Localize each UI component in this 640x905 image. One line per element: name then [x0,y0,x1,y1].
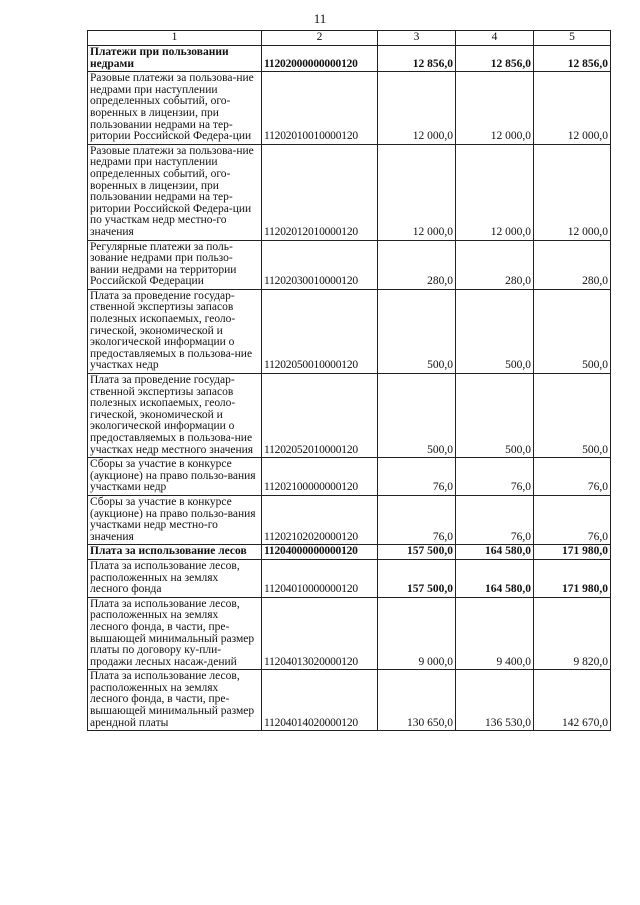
row-value-year1: 157 500,0 [378,545,456,560]
row-code-cell: 11202100000000120 [262,458,378,496]
row-code-cell: 11204013020000120 [262,597,378,670]
row-value-year2: 280,0 [456,240,534,289]
row-value-year3: 500,0 [534,374,611,458]
row-value-year3: 500,0 [534,289,611,373]
row-value-year2: 76,0 [456,495,534,544]
table-row [88,458,611,496]
column-header: 2 [262,31,378,46]
table-row [88,240,611,289]
row-code-cell: 11202102020000120 [262,495,378,544]
row-value-year3: 171 980,0 [534,545,611,560]
row-code-cell: 11204000000000120 [262,545,378,560]
row-name-cell: Плата за проведение государ-ственной экспертизы запасов полезных ископаемых, геоло-гической, экономической и экологической информации о предоставляемых в пользова-ние участках недр местного значения [88,374,262,458]
row-name-cell: Платежи при пользовании недрами [88,46,262,72]
table-row [88,72,611,145]
row-code-cell: 11204014020000120 [262,670,378,731]
row-value-year3: 12 000,0 [534,72,611,145]
row-value-year3: 142 670,0 [534,670,611,731]
row-code-cell: 11202012010000120 [262,144,378,240]
row-value-year3: 12 000,0 [534,144,611,240]
row-value-year2: 164 580,0 [456,559,534,597]
row-name-cell: Плата за использование лесов, расположенных на землях лесного фонда, в части, пре-вышающей минимальный размер платы по договору ку-пли-продажи лесных насаж-дений [88,597,262,670]
row-value-year3: 76,0 [534,495,611,544]
row-name-cell: Плата за использование лесов [88,545,262,560]
table-row [88,374,611,458]
row-name-cell: Разовые платежи за пользова-ние недрами при наступлении определенных событий, ого-воренных в лицензии, при пользовании недрами на тер-ритории Российской Федера-ции по участкам недр местно-го значения [88,144,262,240]
row-value-year1: 12 000,0 [378,72,456,145]
row-value-year2: 164 580,0 [456,545,534,560]
row-name-cell: Плата за использование лесов, расположенных на землях лесного фонда, в части, пре-вышающей минимальный размер арендной платы [88,670,262,731]
row-value-year3: 76,0 [534,458,611,496]
column-header: 3 [378,31,456,46]
row-value-year1: 76,0 [378,458,456,496]
row-value-year2: 9 400,0 [456,597,534,670]
table-row [88,144,611,240]
row-name-cell: Сборы за участие в конкурсе (аукционе) на право пользо-вания участками недр местно-го значения [88,495,262,544]
row-value-year1: 76,0 [378,495,456,544]
row-code-cell: 11202052010000120 [262,374,378,458]
table-row [88,597,611,670]
row-value-year3: 12 856,0 [534,46,611,72]
row-value-year3: 9 820,0 [534,597,611,670]
table-row [88,495,611,544]
row-value-year3: 280,0 [534,240,611,289]
row-value-year1: 500,0 [378,289,456,373]
row-value-year1: 9 000,0 [378,597,456,670]
budget-table [87,30,611,731]
column-header: 4 [456,31,534,46]
column-header: 1 [88,31,262,46]
row-value-year1: 157 500,0 [378,559,456,597]
table-header-row [88,31,611,46]
row-value-year2: 12 000,0 [456,144,534,240]
row-value-year2: 76,0 [456,458,534,496]
table-row [88,46,611,72]
row-code-cell: 11202010010000120 [262,72,378,145]
row-code-cell: 11204010000000120 [262,559,378,597]
row-value-year2: 12 000,0 [456,72,534,145]
page-number: 11 [313,11,327,26]
row-code-cell: 11202000000000120 [262,46,378,72]
table-row [88,670,611,731]
row-value-year3: 171 980,0 [534,559,611,597]
row-value-year1: 12 000,0 [378,144,456,240]
row-name-cell: Разовые платежи за пользова-ние недрами при наступлении определенных событий, ого-воренных в лицензии, при пользовании недрами на тер-ритории Российской Федера-ции [88,72,262,145]
column-header: 5 [534,31,611,46]
row-value-year2: 12 856,0 [456,46,534,72]
table-row [88,289,611,373]
row-value-year2: 136 530,0 [456,670,534,731]
row-value-year1: 500,0 [378,374,456,458]
row-value-year2: 500,0 [456,374,534,458]
row-name-cell: Плата за использование лесов, расположенных на землях лесного фонда [88,559,262,597]
row-code-cell: 11202050010000120 [262,289,378,373]
table-row [88,545,611,560]
row-name-cell: Плата за проведение государ-ственной экспертизы запасов полезных ископаемых, геоло-гической, экономической и экологической информации о предоставляемых в пользова-ние участках недр [88,289,262,373]
row-value-year2: 500,0 [456,289,534,373]
row-code-cell: 11202030010000120 [262,240,378,289]
table-row [88,559,611,597]
row-value-year1: 280,0 [378,240,456,289]
row-value-year1: 130 650,0 [378,670,456,731]
row-name-cell: Регулярные платежи за поль-зование недрами при пользо-вании недрами на территории Российской Федерации [88,240,262,289]
row-value-year1: 12 856,0 [378,46,456,72]
row-name-cell: Сборы за участие в конкурсе (аукционе) на право пользо-вания участками недр [88,458,262,496]
